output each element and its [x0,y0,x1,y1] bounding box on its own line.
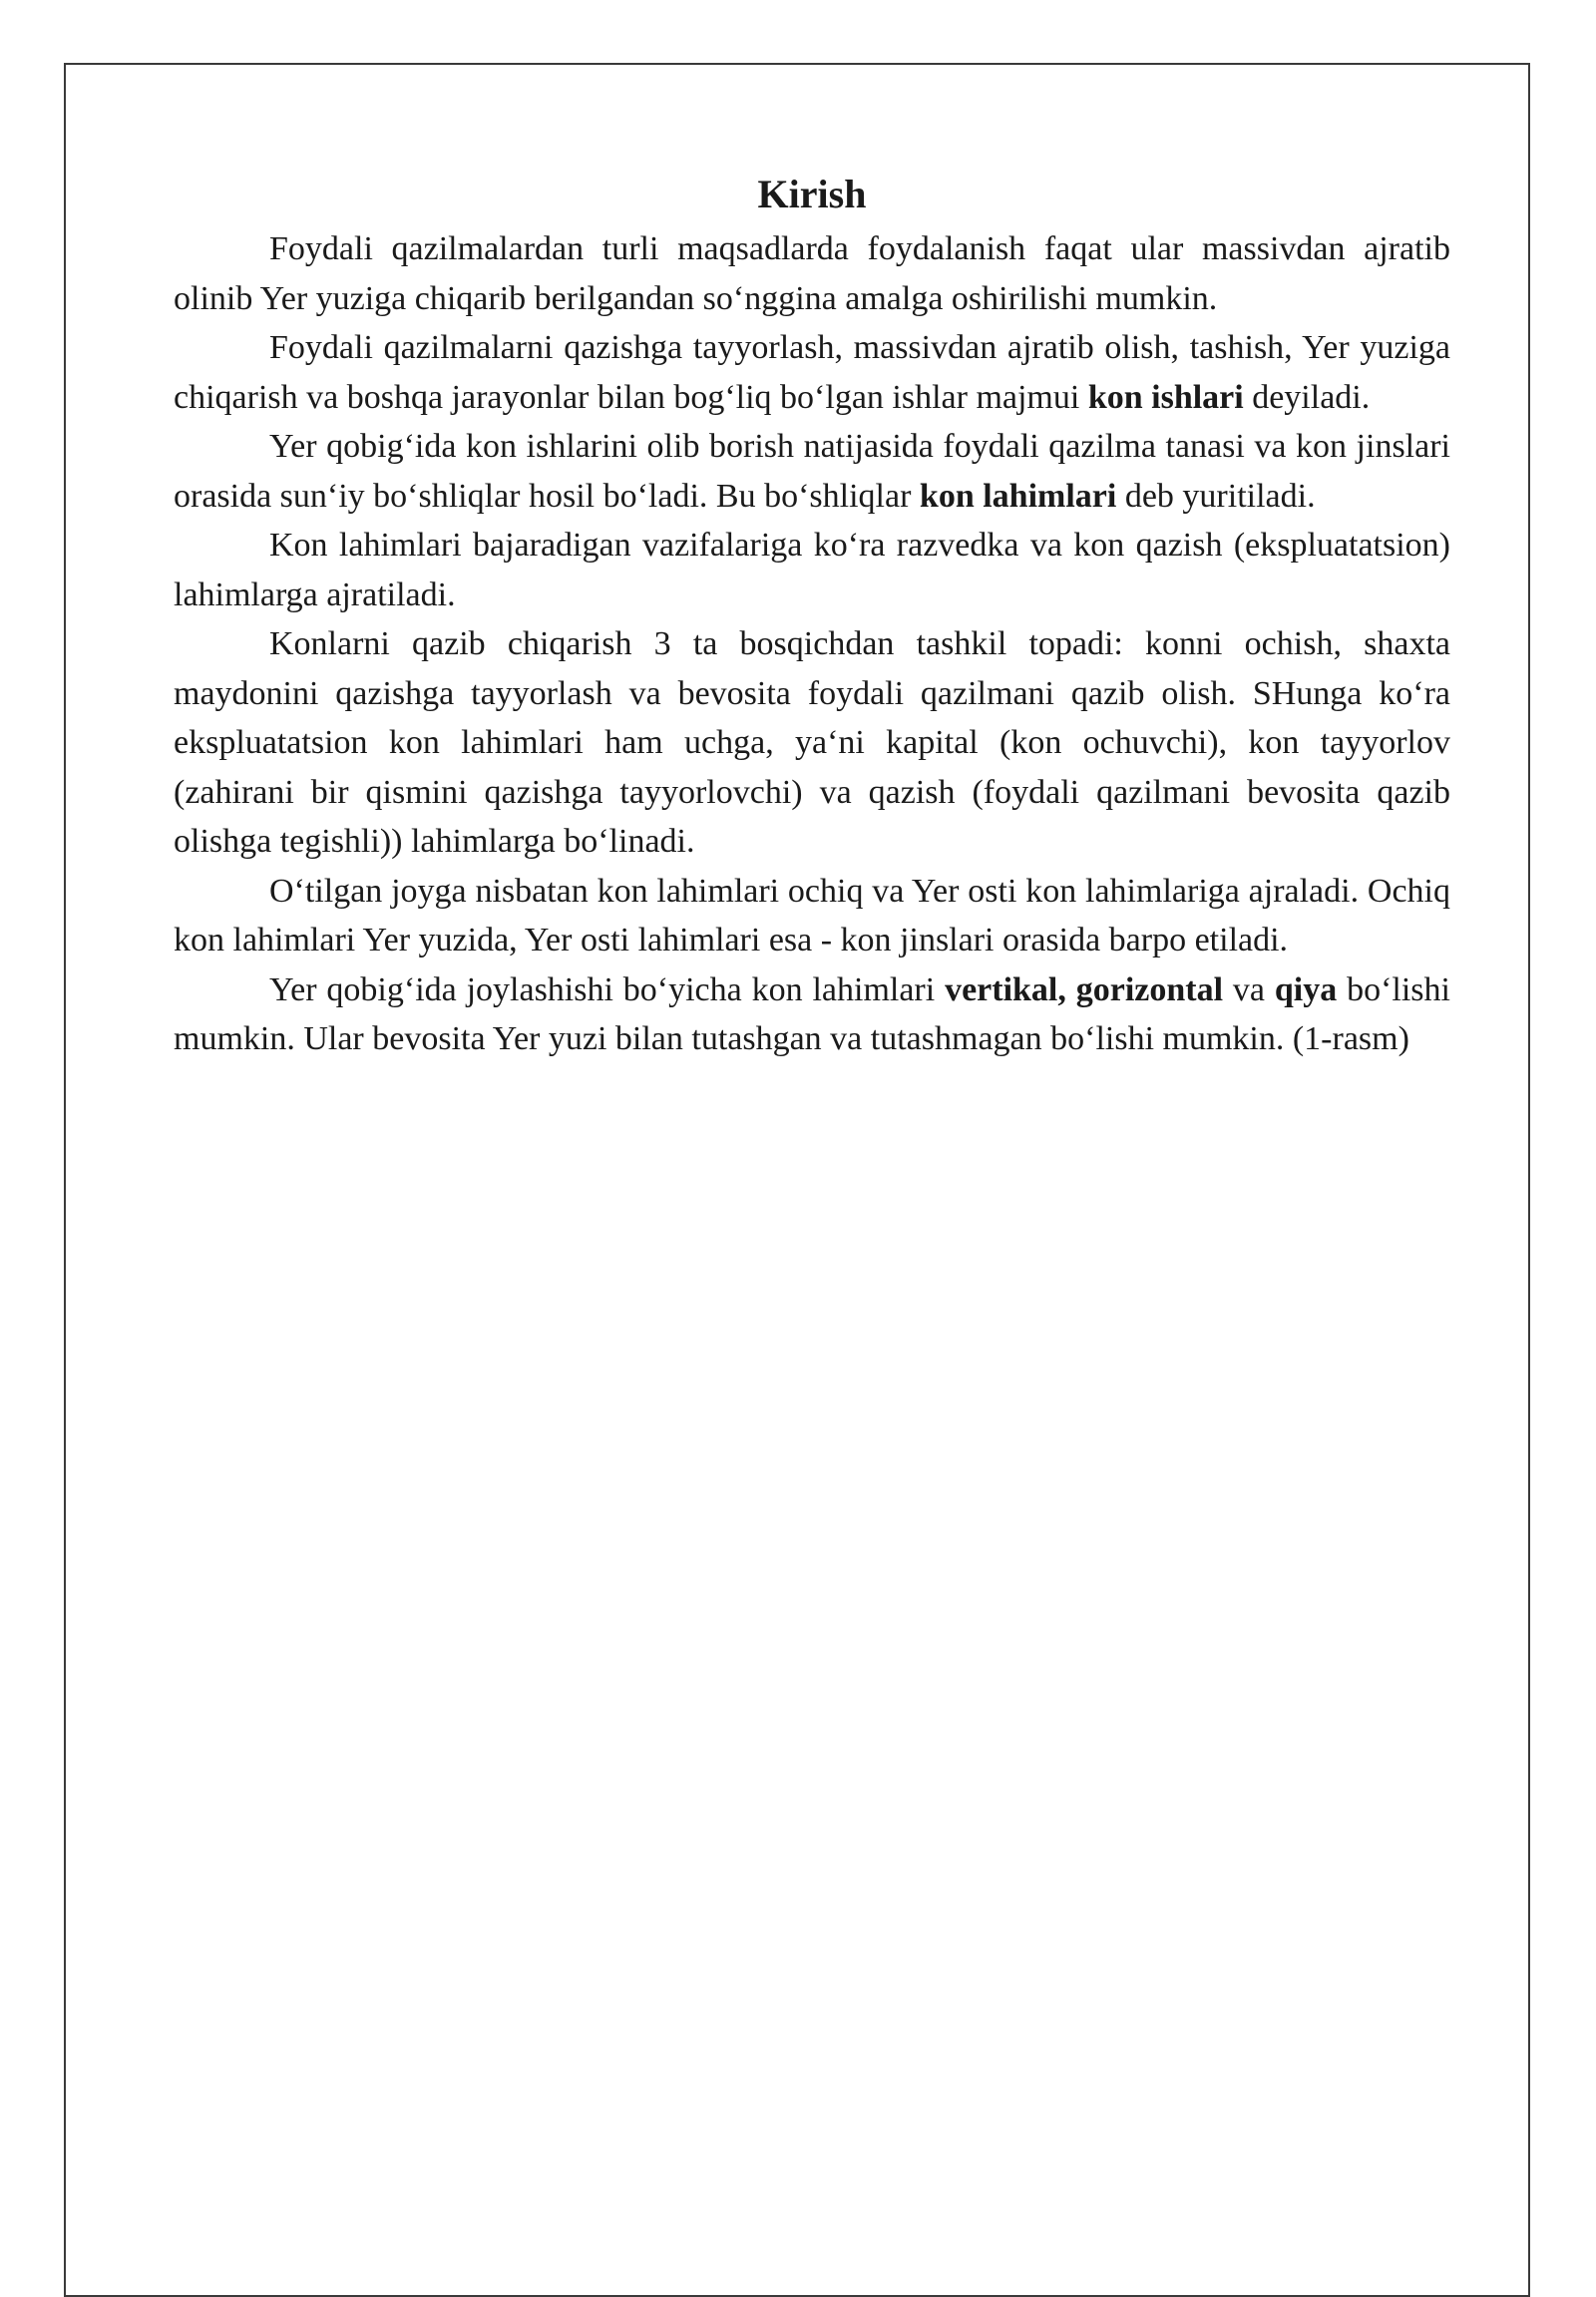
paragraph-6 [174,867,1450,965]
bold-term-kon-lahimlari: kon lahimlari [919,477,1117,515]
paragraph-text: Yer qobig‘ida joylashishi bo‘yicha kon lahimlari [269,970,946,1008]
paragraph-text: va [1223,970,1275,1008]
paragraph-7 [174,965,1450,1064]
paragraph-text: Foydali qazilmalardan turli maqsadlarda foydalanish faqat ular massivdan ajratib olinib Yer yuziga chiqarib berilgandan so‘nggina amalga oshirilishi mumkin. [174,230,1450,317]
paragraph-text: deyiladi. [1243,378,1371,416]
paragraph-text: Konlarni qazib chiqarish 3 ta bosqichdan tashkil topadi: konni ochish, shaxta maydonini qazishga tayyorlash va bevosita foydali qazilmani qazib olish. SHunga ko‘ra ekspluatatsion kon lahimlari ham uchga, ya‘ni kapital (kon ochuvchi), kon tayyorlov (zahirani bir qismini qazishga tayyorlovchi) va qazish (foydali qazilmani bevosita qazib olishga tegishli)) lahimlarga bo‘linadi. [174,625,1450,860]
paragraph-text: bo‘lishi mumkin. Ular bevosita Yer yuzi bilan tutashgan va tutashmagan bo‘lishi mumkin. (1-rasm) [174,970,1450,1057]
bold-term-kon-ishlari: kon ishlari [1087,378,1244,416]
document-page [64,63,1530,2297]
document-title: Kirish [757,172,867,216]
paragraph-2 [174,323,1450,422]
paragraph-text: O‘tilgan joyga nisbatan kon lahimlari ochiq va Yer osti kon lahimlariga ajraladi. Ochiq kon lahimlari Yer yuzida, Yer osti lahimlari esa - kon jinslari orasida barpo etiladi. [174,872,1450,958]
paragraph-4 [174,521,1450,619]
paragraph-1 [174,224,1450,323]
paragraph-5 [174,619,1450,867]
paragraph-text: Foydali qazilmalarni qazishga tayyorlash, massivdan ajratib olish, tashish, Yer yuziga chiqarish va boshqa jarayonlar bilan bog‘liq bo‘lgan ishlar majmui [174,329,1450,416]
bold-term-qiya: qiya [1274,970,1338,1008]
paragraph-text: Kon lahimlari bajaradigan vazifalariga ko‘ra razvedka va kon qazish (ekspluatatsion) lahimlarga ajratiladi. [174,527,1450,613]
bold-term-vertikal-gorizontal: vertikal, gorizontal [945,970,1224,1008]
page-content [174,165,1450,1064]
paragraph-text: Yer qobig‘ida kon ishlarini olib borish natijasida foydali qazilma tanasi va kon jinslari orasida sun‘iy bo‘shliqlar hosil bo‘ladi. Bu bo‘shliqlar [174,428,1450,515]
paragraph-3 [174,422,1450,521]
paragraph-text: deb yuritiladi. [1116,477,1316,515]
